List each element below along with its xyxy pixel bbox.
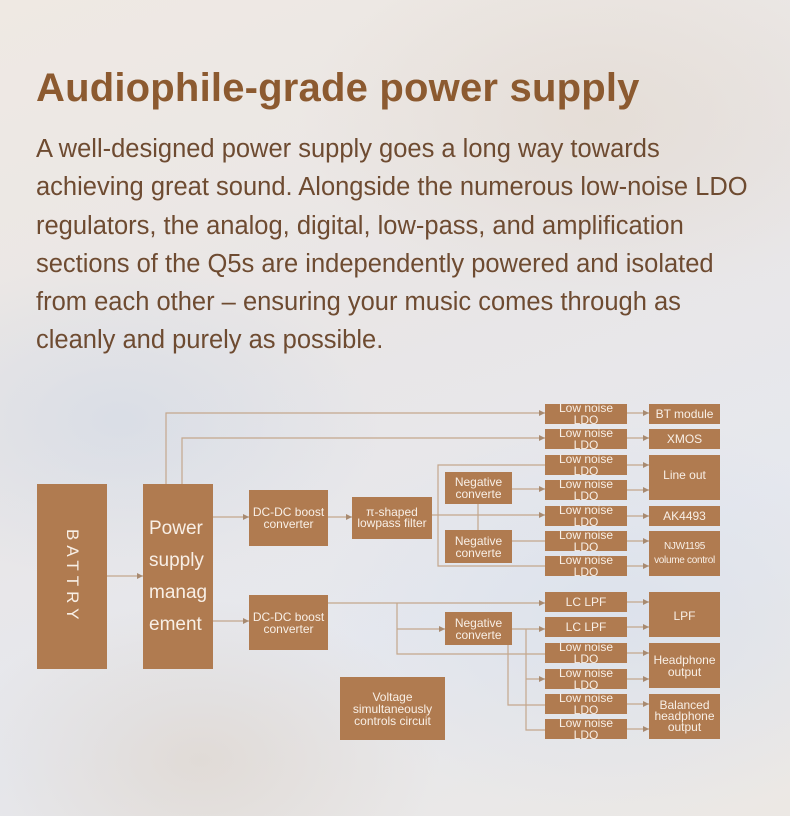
page-title: Audiophile-grade power supply: [36, 66, 640, 110]
output-ak4493: AK4493: [649, 506, 720, 526]
regulator-box: Low noise LDO: [545, 455, 627, 475]
description: A well-designed power supply goes a long way towards achieving great sound. Alongside the numerous low-noise LDO regulators, the analog, digital, low-pass, and amplification sections of the Q5s are independently powered and isolated from each other – ensuring your music comes through as cleanly and purely as possible.: [36, 135, 748, 355]
output-headphone: Headphone output: [649, 643, 720, 688]
output-njw1195: NJW1195 volume control: [649, 531, 720, 576]
regulator-box: Low noise LDO: [545, 480, 627, 500]
output-line-out: Line out: [649, 455, 720, 500]
pi-lowpass-filter: π-shaped lowpass filter: [352, 497, 432, 539]
regulator-box: Low noise LDO: [545, 669, 627, 689]
regulator-box: Low noise LDO: [545, 643, 627, 663]
output-bt-module: BT module: [649, 404, 720, 424]
regulator-box: Low noise LDO: [545, 719, 627, 739]
negative-converter-3: Negative converte: [445, 612, 512, 645]
regulator-box: Low noise LDO: [545, 429, 627, 449]
regulator-box: Low noise LDO: [545, 506, 627, 526]
regulator-box: LC LPF: [545, 592, 627, 612]
output-xmos: XMOS: [649, 429, 720, 449]
regulator-box: Low noise LDO: [545, 531, 627, 551]
regulator-box: LC LPF: [545, 617, 627, 637]
dcdc-boost-converter-1: DC-DC boost converter: [249, 490, 328, 546]
voltage-control-circuit: Voltage simultaneously controls circuit: [340, 677, 445, 740]
dcdc-boost-converter-2: DC-DC boost converter: [249, 595, 328, 650]
battery-block: [37, 484, 107, 669]
regulator-box: Low noise LDO: [545, 404, 627, 424]
power-management-block: Power supply manag ement: [143, 484, 213, 669]
output-balanced-headphone: Balanced headphone output: [649, 694, 720, 739]
battery-label: BATTRY: [63, 528, 82, 625]
output-lpf: LPF: [649, 592, 720, 637]
regulator-box: Low noise LDO: [545, 556, 627, 576]
negative-converter-2: Negative converte: [445, 530, 512, 563]
negative-converter-1: Negative converte: [445, 472, 512, 504]
regulator-box: Low noise LDO: [545, 694, 627, 714]
